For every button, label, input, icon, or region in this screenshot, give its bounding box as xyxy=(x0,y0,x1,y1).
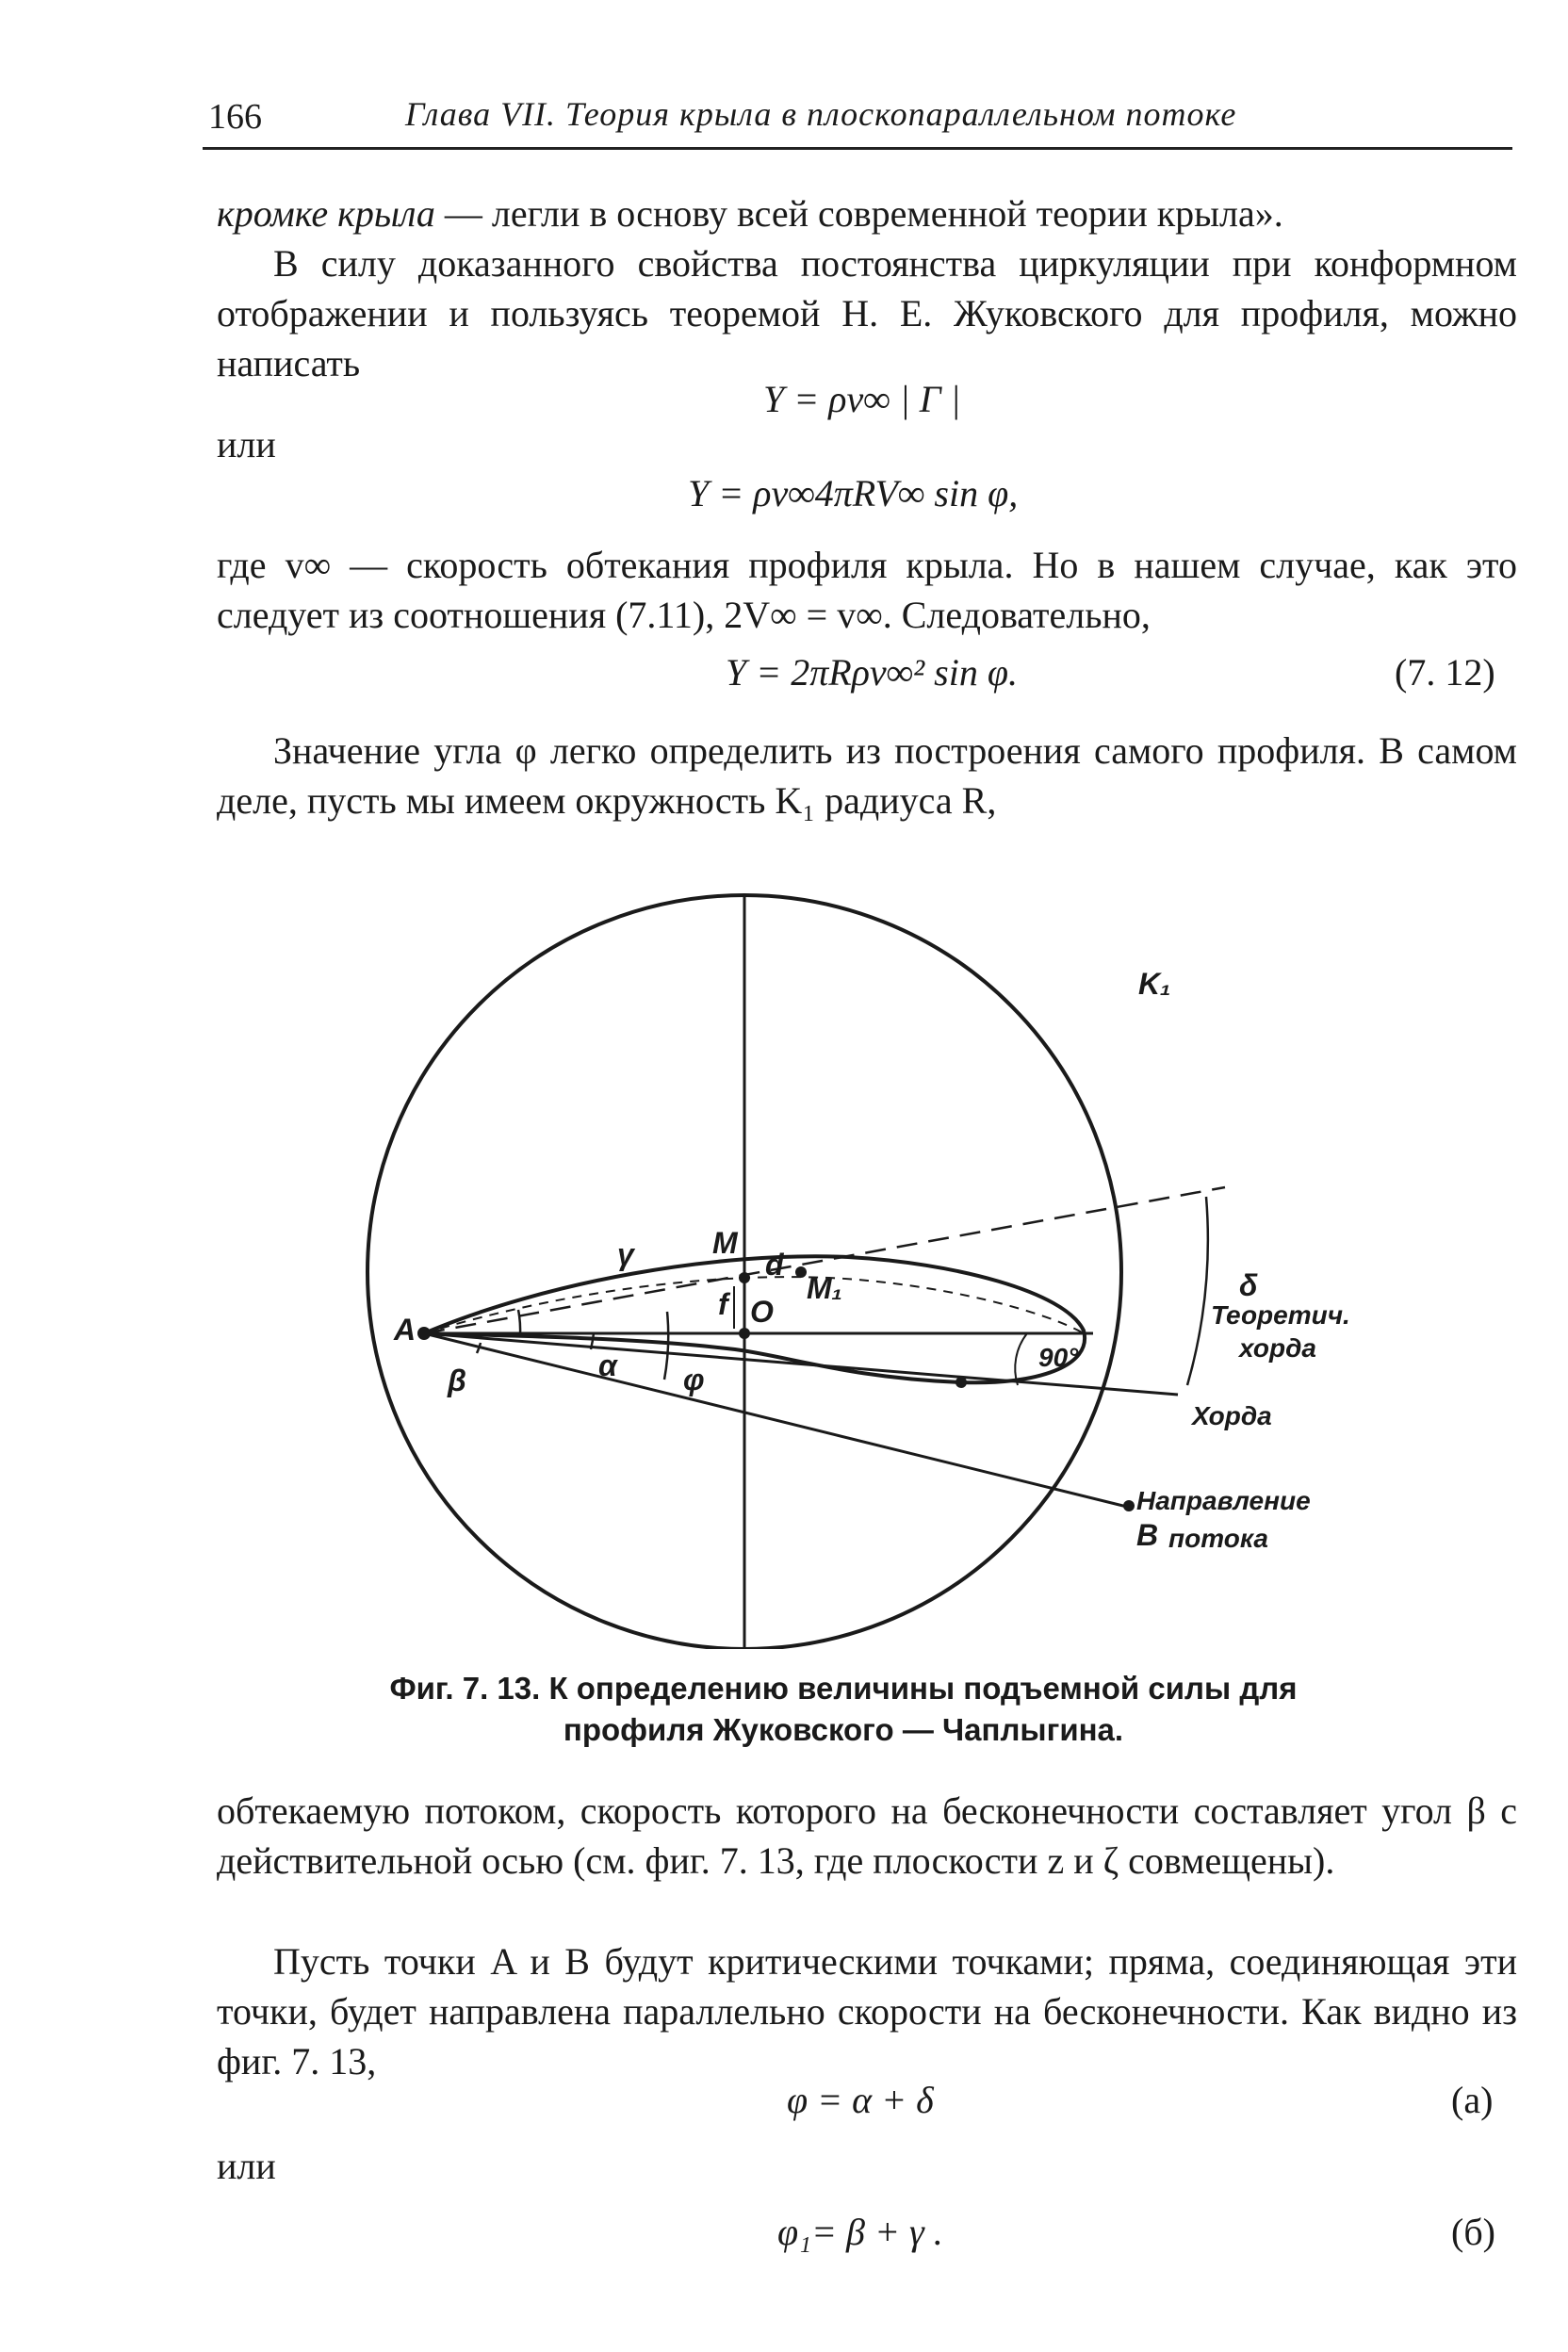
dashed-line xyxy=(424,1187,1225,1333)
delta-arc xyxy=(1187,1197,1208,1385)
label-b: B xyxy=(1136,1518,1159,1552)
label-90-degrees: 90° xyxy=(1038,1343,1079,1372)
label-theoretical-2: хорда xyxy=(1239,1333,1316,1363)
point-m xyxy=(739,1272,750,1283)
label-m: M xyxy=(712,1226,738,1260)
figure-7-13 xyxy=(358,876,1357,1649)
label-flow-1: Направление xyxy=(1136,1486,1311,1515)
paragraph-5: обтекаемую потоком, скорость которого на бесконечности составляет угол β с действительной осью (см. фиг. 7. 13, где плоскости z и ζ совмещены). xyxy=(217,1789,1517,1882)
italic-phrase: кромке крыла xyxy=(217,192,435,235)
label-m1: M₁ xyxy=(807,1271,842,1305)
equation-label-b: (б) xyxy=(1451,2211,1495,2253)
page-header xyxy=(203,90,1512,150)
label-a: A xyxy=(394,1313,416,1347)
gamma-arc xyxy=(518,1310,520,1334)
paragraph-2: В силу доказанного свойства постоянства циркуляции при конформном отображении и пользуясь теоремой Н. Е. Жуковского для профиля, можно написать xyxy=(217,242,1517,384)
paragraph-1 xyxy=(217,188,1517,238)
word-or-1: или xyxy=(217,423,276,466)
label-chord: Хорда xyxy=(1192,1401,1272,1430)
caption-line-2: профиля Жуковского — Чаплыгина. xyxy=(563,1712,1124,1747)
equation-label-a: (а) xyxy=(1451,2079,1494,2121)
point-o xyxy=(739,1328,750,1339)
page-number: 166 xyxy=(208,97,262,137)
formula-1: Y = ρv∞ | Γ | xyxy=(763,378,961,420)
label-flow-2: потока xyxy=(1168,1524,1268,1553)
formula-2: Y = ρv∞4πRV∞ sin φ, xyxy=(688,472,1019,514)
point-m1 xyxy=(795,1266,807,1278)
label-f: f xyxy=(718,1287,728,1321)
phi-arc xyxy=(664,1312,668,1380)
label-k1: K₁ xyxy=(1138,967,1171,1001)
equation-number-7-12: (7. 12) xyxy=(1395,651,1495,694)
trailing-point xyxy=(956,1377,967,1388)
label-delta: δ xyxy=(1239,1268,1258,1302)
label-theoretical-1: Теоретич. xyxy=(1211,1300,1350,1330)
label-alpha: α xyxy=(598,1348,617,1382)
caption-line-1: Фиг. 7. 13. К определению величины подъемной силы для xyxy=(389,1671,1298,1706)
label-d: d xyxy=(765,1248,784,1282)
point-b xyxy=(1123,1500,1135,1511)
paragraph-1-rest: — легли в основу всей современной теории крыла». xyxy=(434,192,1283,235)
running-title: Глава VII. Теория крыла в плоскопараллельном потоке xyxy=(405,95,1237,133)
figure-caption xyxy=(311,1668,1376,1751)
point-a xyxy=(417,1327,431,1340)
label-gamma: γ xyxy=(617,1237,634,1271)
paragraph-4: Значение угла φ легко определить из построения самого профиля. В самом деле, пусть мы имеем окружность K₁ радиуса R, xyxy=(217,729,1517,822)
paragraph-3: где v∞ — скорость обтекания профиля крыла. Но в нашем случае, как это следует из соотношения (7.11), 2V∞ = v∞. Следовательно, xyxy=(217,544,1517,636)
word-or-2: или xyxy=(217,2145,276,2187)
flow-direction-line xyxy=(424,1333,1131,1508)
formula-b: φ₁= β + γ . xyxy=(777,2211,943,2253)
formula-3: Y = 2πRρv∞² sin φ. xyxy=(726,651,1018,694)
label-beta: β xyxy=(448,1364,466,1397)
label-phi: φ xyxy=(683,1363,705,1396)
label-o: O xyxy=(750,1295,774,1329)
paragraph-6: Пусть точки A и B будут критическими точками; пряма, соединяющая эти точки, будет направлена параллельно скорости на бесконечности. Как видно из фиг. 7. 13, xyxy=(217,1940,1517,2082)
formula-a: φ = α + δ xyxy=(787,2079,934,2121)
